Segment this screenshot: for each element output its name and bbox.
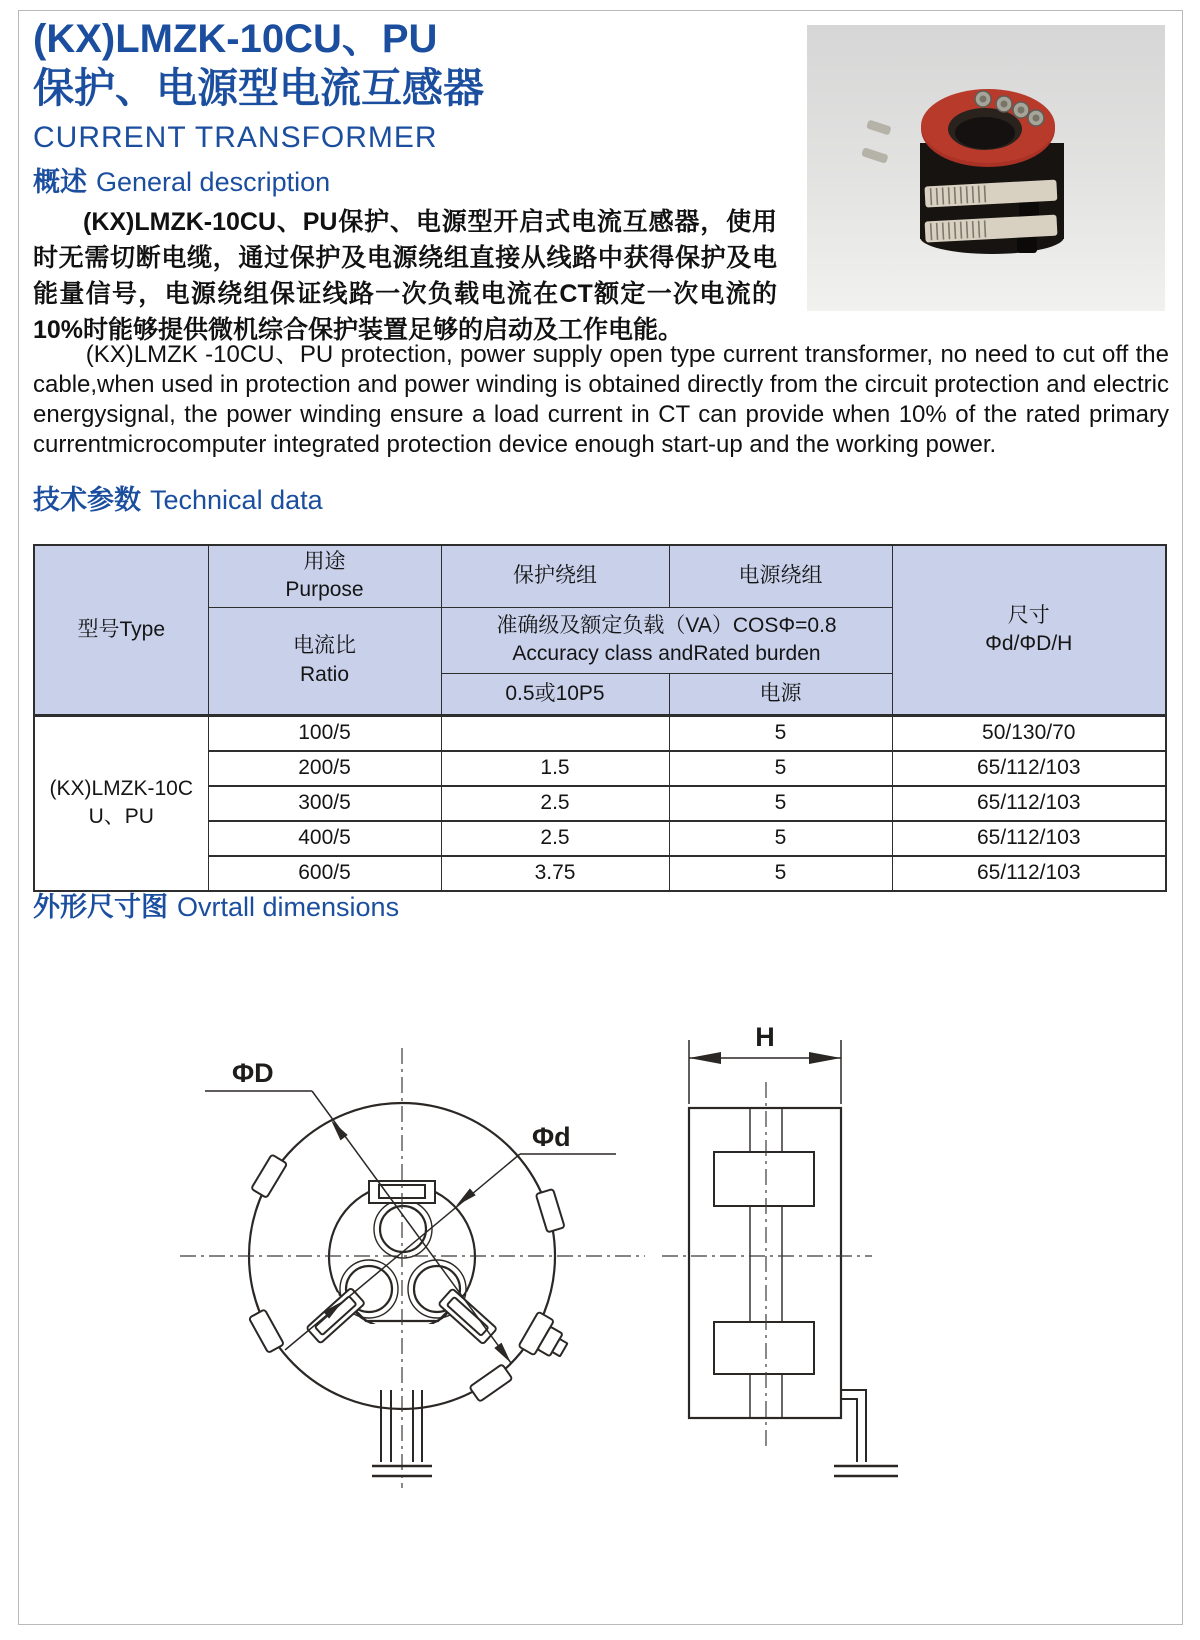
technical-data-table (33, 544, 1167, 892)
cell-power: 5 (669, 715, 892, 751)
cell-type-value: (KX)LMZK-10CU、PU (34, 715, 208, 891)
front-view (180, 1048, 645, 1488)
cell-class: 2.5 (441, 786, 669, 821)
col-header-accuracy: 准确级及额定负载（VA）COSΦ=0.8 Accuracy class andRated burden (441, 607, 892, 673)
cell-power: 5 (669, 821, 892, 856)
cell-power: 5 (669, 856, 892, 891)
inner-diameter-label: Φd (532, 1122, 571, 1152)
section-dimensions-zh: 外形尺寸图 (33, 892, 168, 922)
cell-class: 2.5 (441, 821, 669, 856)
col-header-power-col: 电源 (669, 673, 892, 715)
col-header-ratio: 电流比 Ratio (208, 607, 441, 715)
section-heading-general (33, 166, 330, 199)
cell-size: 50/130/70 (892, 715, 1166, 751)
section-dimensions-en: Ovrtall dimensions (177, 892, 400, 922)
col-header-class: 0.5或10P5 (441, 673, 669, 715)
section-general-en: General description (96, 167, 331, 197)
side-lead (834, 1390, 898, 1476)
cell-size: 65/112/103 (892, 786, 1166, 821)
height-label: H (755, 1022, 775, 1052)
col-header-protection-winding: 保护绕组 (441, 545, 669, 607)
page-title-chinese: 保护、电源型电流互感器 (33, 65, 484, 111)
dimension-drawing-svg (150, 1000, 920, 1600)
cell-ratio: 200/5 (208, 751, 441, 786)
side-view (662, 1022, 898, 1476)
general-description-chinese: (KX)LMZK-10CU、PU保护、电源型开启式电流互感器，使用时无需切断电缆，通过保护及电源绕组直接从线路中获得保护及电能量信号，电源绕组保证线路一次负载电流在CT额定一次电流的10%时能够提供微机综合保护装置足够的启动及工作电能。 (33, 208, 777, 344)
cell-ratio: 400/5 (208, 821, 441, 856)
page-title: (KX)LMZK-10CU、PU (33, 17, 438, 61)
outer-diameter-label: ΦD (232, 1058, 274, 1088)
general-description-english: (KX)LMZK -10CU、PU protection, power supply open type current transformer, no need to cut off the cable,when used in protection and power winding is obtained directly from the circuit protection and electric energysignal, the power winding ensure a load current in CT can provide when 10% of the rated primary currentmicrocomputer integrated protection device enough start-up and the working power. (33, 341, 1169, 458)
table-row (34, 715, 1166, 751)
col-header-power-winding: 电源绕组 (669, 545, 892, 607)
section-general-zh: 概述 (33, 167, 87, 197)
cell-class: 3.75 (441, 856, 669, 891)
height-dimension (689, 1022, 841, 1104)
cell-ratio: 300/5 (208, 786, 441, 821)
cell-power: 5 (669, 751, 892, 786)
dimension-drawing (150, 1000, 920, 1605)
cell-ratio: 100/5 (208, 715, 441, 751)
section-heading-technical (33, 484, 323, 517)
section-technical-en: Technical data (150, 485, 323, 515)
cell-ratio: 600/5 (208, 856, 441, 891)
col-header-size: 尺寸 Φd/ΦD/H (892, 545, 1166, 715)
col-header-purpose: 用途 Purpose (208, 545, 441, 607)
cell-size: 65/112/103 (892, 821, 1166, 856)
header-row-1 (34, 545, 1166, 607)
cell-class (441, 715, 669, 751)
section-technical-zh: 技术参数 (33, 485, 141, 515)
product-photo (807, 25, 1165, 311)
cell-size: 65/112/103 (892, 751, 1166, 786)
cell-class: 1.5 (441, 751, 669, 786)
transformer-illustration (807, 25, 1165, 311)
cell-power: 5 (669, 786, 892, 821)
cell-size: 65/112/103 (892, 856, 1166, 891)
section-heading-dimensions (33, 891, 399, 924)
col-header-type: 型号Type (34, 545, 208, 715)
page-subtitle: CURRENT TRANSFORMER (33, 121, 438, 154)
